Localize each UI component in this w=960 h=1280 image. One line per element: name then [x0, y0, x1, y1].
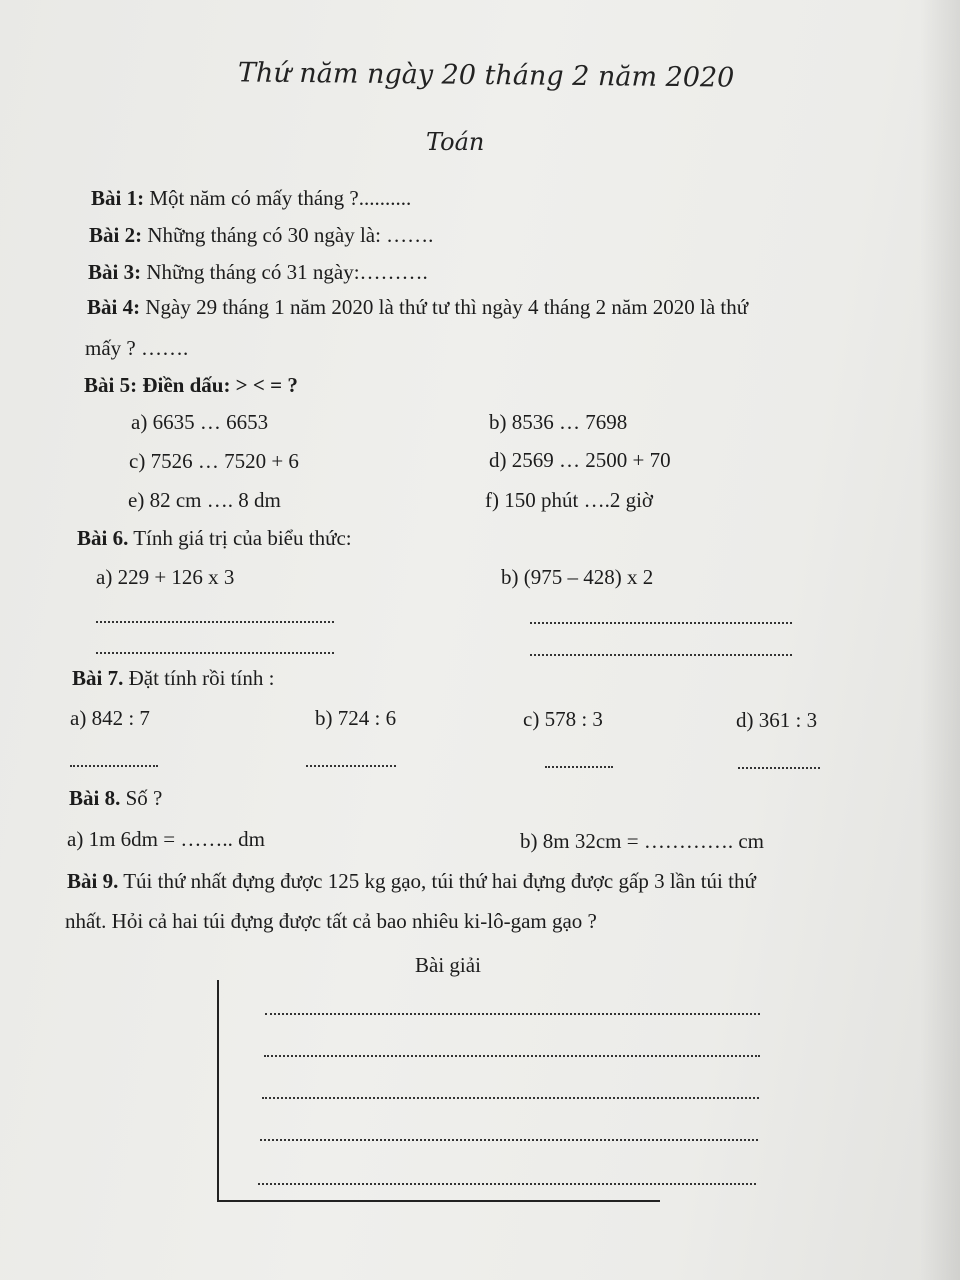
exercise-text: Túi thứ nhất đựng được 125 kg gạo, túi thứ hai đựng được gấp 3 lần túi thứ	[123, 869, 756, 893]
compare-item: d) 2569 … 2500 + 70	[489, 448, 671, 472]
answer-line	[738, 767, 820, 769]
compare-item: c) 7526 … 7520 + 6	[129, 449, 299, 473]
conversion-item: a) 1m 6dm = …….. dm	[67, 827, 265, 851]
exercise-4-continued: mấy ? …….	[85, 336, 189, 360]
exercise-7	[72, 668, 274, 689]
exercise-label: Bài 7.	[72, 666, 124, 690]
exercise-label: Bài 1:	[91, 186, 145, 210]
exercise-9	[67, 871, 756, 892]
exercise-label: Bài 4:	[87, 295, 141, 319]
exercise-3	[88, 262, 428, 283]
date-heading: Thứ năm ngày 20 tháng 2 năm 2020	[237, 57, 735, 94]
exercise-8	[69, 788, 162, 809]
expression-item: a) 229 + 126 x 3	[96, 565, 235, 589]
paper-fold-shadow	[920, 0, 960, 1280]
solution-line	[260, 1139, 758, 1141]
conversion-item: b) 8m 32cm = …………. cm	[520, 829, 764, 853]
exercise-text: Những tháng có 31 ngày:……….	[146, 260, 428, 284]
exercise-6	[77, 528, 352, 549]
answer-line	[70, 765, 158, 767]
exercise-text: Số ?	[125, 786, 163, 810]
answer-line	[96, 652, 334, 654]
solution-line	[262, 1097, 759, 1099]
subject-heading: Toán	[426, 128, 485, 156]
exercise-text: Đặt tính rồi tính :	[128, 666, 275, 690]
solution-box-left-border	[217, 980, 219, 1202]
answer-line	[530, 622, 792, 624]
compare-item: e) 82 cm …. 8 dm	[128, 488, 281, 512]
solution-line	[258, 1183, 756, 1185]
exercise-label: Bài 9.	[67, 869, 119, 893]
division-item: d) 361 : 3	[736, 708, 818, 732]
exercise-4	[87, 297, 748, 318]
solution-line	[264, 1055, 760, 1057]
exercise-5-heading: Bài 5: Điền dấu: > < = ?	[84, 373, 298, 397]
exercise-text: Những tháng có 30 ngày là: …….	[147, 223, 434, 247]
exercise-text: Ngày 29 tháng 1 năm 2020 là thứ tư thì ngày 4 tháng 2 năm 2020 là thứ	[145, 295, 749, 319]
exercise-label: Bài 8.	[69, 786, 121, 810]
answer-line	[545, 766, 613, 768]
compare-item: b) 8536 … 7698	[489, 410, 628, 434]
division-item: c) 578 : 3	[523, 707, 603, 731]
exercise-1	[91, 188, 411, 209]
exercise-9-continued: nhất. Hỏi cả hai túi đựng được tất cả bao nhiêu ki-lô-gam gạo ?	[65, 909, 597, 933]
solution-line	[265, 1013, 760, 1015]
compare-item: a) 6635 … 6653	[131, 410, 269, 434]
exercise-text: Một năm có mấy tháng ?..........	[149, 186, 412, 210]
answer-line	[306, 765, 396, 767]
expression-item: b) (975 – 428) x 2	[501, 565, 654, 589]
compare-item: f) 150 phút ….2 giờ	[485, 488, 654, 512]
exercise-label: Bài 3:	[88, 260, 142, 284]
exercise-label: Bài 2:	[89, 223, 143, 247]
division-item: b) 724 : 6	[315, 706, 397, 730]
solution-heading: Bài giải	[415, 953, 481, 977]
exercise-2	[89, 225, 433, 246]
exercise-text: Tính giá trị của biểu thức:	[133, 526, 352, 550]
solution-box-bottom-border	[217, 1200, 660, 1202]
exercise-label: Bài 6.	[77, 526, 129, 550]
answer-line	[530, 654, 792, 656]
answer-line	[96, 621, 334, 623]
division-item: a) 842 : 7	[70, 706, 150, 730]
